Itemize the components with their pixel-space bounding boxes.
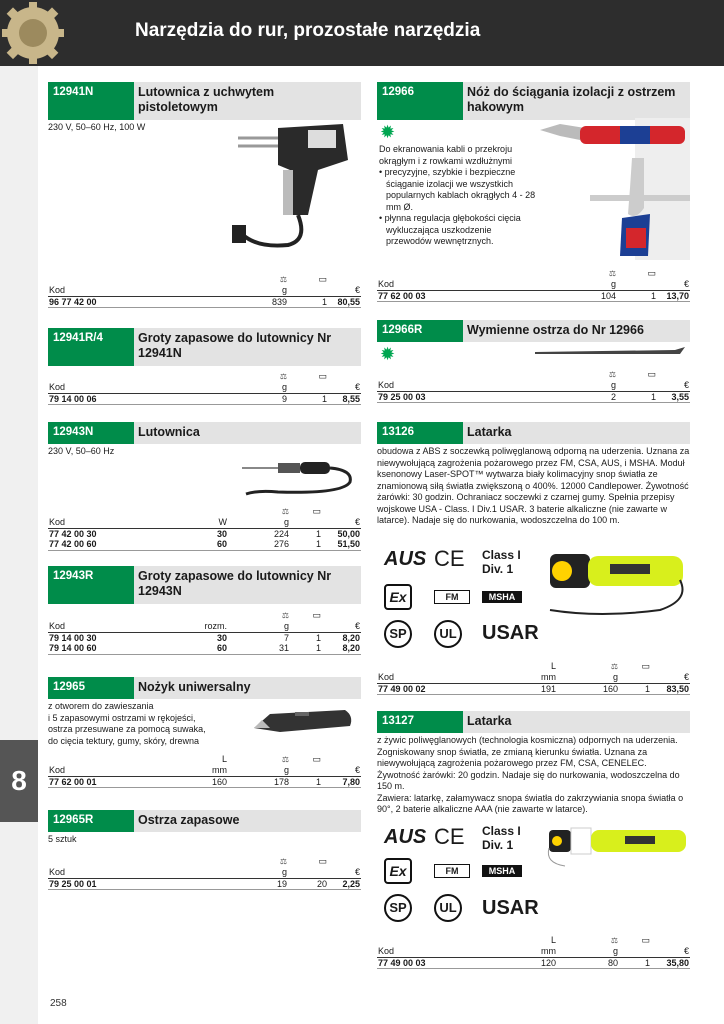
- product-desc: z otworem do zawieszania i 5 zapasowymi ostrzami w rękojeści, ostrza przesuwane za pomocą suwaka, do cięcia tektury, gumy, skóry, drewna: [48, 701, 206, 746]
- product-code: 12941N: [48, 82, 134, 120]
- stripping-knife-image: [540, 118, 690, 260]
- product-name: Nóż do ściągania izolacji z ostrzem hakowym: [467, 85, 676, 114]
- ul-logo: UL: [434, 620, 462, 648]
- spec-table-12943r: ⚖ ▭ Kod rozm. g € 79 14 00 30 30 7 1 8,20 79 14 00 60 60 31 1 8,20: [49, 609, 360, 654]
- scale-icon: ⚖: [608, 269, 616, 278]
- spec-table-13126: L ⚖ ▭ Kod mm g € 77 49 00 02 191 160 1 83,50: [378, 660, 689, 694]
- product-desc: Do ekranowania kabli o przekroju okrągłym i z rowkami wzdłużnymi • precyzyjne, szybkie i bezpieczne ściąganie izolacji we wszystkich popularnych kablach okrągłych 4 - 28 mm Ø. • płynna regulacja głębokości cięcia wykluczająca uszkodzenie przewodów wewnętrznych.: [379, 142, 539, 248]
- gear-logo-icon: [2, 2, 64, 64]
- starburst-icon: ✹: [380, 122, 396, 142]
- ce-logo: CE: [434, 546, 465, 571]
- replacement-blade-image: [535, 344, 685, 358]
- page-number: 258: [50, 998, 67, 1009]
- scale-icon: ⚖: [279, 275, 287, 284]
- scale-icon: ⚖: [281, 611, 289, 620]
- product-name: Lutownica z uchwytem pistoletowym: [138, 85, 275, 114]
- box-icon: ▭: [312, 753, 321, 764]
- product-name: Ostrza zapasowe: [138, 813, 240, 827]
- box-icon: ▭: [312, 505, 321, 516]
- box-icon: ▭: [641, 934, 650, 945]
- product-card-12966r: [377, 320, 690, 342]
- product-desc: 230 V, 50–60 Hz, 100 W: [48, 122, 146, 132]
- spec-table-12965r: ⚖ ▭ Kod g € 79 25 00 01 19 20 2,25: [49, 855, 360, 889]
- scale-icon: ⚖: [281, 507, 289, 516]
- box-icon: ▭: [318, 273, 327, 284]
- div-label: Div. 1: [482, 562, 514, 576]
- product-card-12943r: [48, 566, 361, 604]
- box-icon: ▭: [647, 368, 656, 379]
- msha-logo: MSHA: [482, 865, 522, 877]
- usar-logo: USAR: [482, 897, 539, 919]
- box-icon: ▭: [318, 855, 327, 866]
- starburst-icon: ✹: [380, 344, 396, 364]
- utility-knife-image: [250, 702, 358, 738]
- atex-logo: Ex: [384, 858, 412, 884]
- scale-icon: ⚖: [279, 372, 287, 381]
- product-name: Nożyk uniwersalny: [138, 680, 251, 694]
- usar-logo: USAR: [482, 622, 539, 644]
- scale-icon: ⚖: [610, 936, 618, 945]
- ul-logo: UL: [434, 894, 462, 922]
- page-title: Narzędzia do rur, prozostałe narzędzia: [135, 20, 481, 41]
- atex-logo: Ex: [384, 584, 412, 610]
- spec-table-13127: L ⚖ ▭ Kod mm g € 77 49 00 03 120 80 1 35,80: [378, 934, 689, 968]
- product-desc: obudowa z ABS z soczewką poliwęglanową odporną na uderzenia. Uznana za niewywołującą zagrożenia pożarowego przez FM, CSA, AUS, i MSHA. Moduł ksenonowy Laser-SPOT™ wytwarza biały kolimacyjny snop światła ze znamionową siłą światła zwiększoną o 400%. 12000 Candlepower. Żywotność żarówki: 30 godzin. Ochraniacz soczewki z czarnej gumy. Spełnia przepisy wojskowe USA - Class. I Div.1 USAR. 3 baterie alkaliczne (nie zawarte w latarce). Nadaje się do nurkowania, wodoszczelna do 100 m.: [377, 446, 690, 525]
- section-tab: 8: [0, 740, 38, 822]
- class-label: Class I: [482, 824, 521, 838]
- ce-logo: CE: [434, 824, 465, 849]
- product-card-12941r4: [48, 328, 361, 366]
- fm-logo: FM: [434, 864, 470, 878]
- spec-table-12941n: ⚖ ▭ Kod g € 96 77 42 00 839 1 80,55: [49, 273, 360, 307]
- product-code: 12941R/4: [48, 328, 134, 366]
- product-name: Latarka: [467, 425, 512, 439]
- product-code: 12943N: [48, 422, 134, 444]
- product-name: Lutownica: [138, 425, 200, 439]
- aus-logo: AUS: [384, 548, 427, 570]
- scale-icon: ⚖: [281, 755, 289, 764]
- product-code: 12965: [48, 677, 134, 699]
- scale-icon: ⚖: [608, 370, 616, 379]
- spec-table-12941r4: ⚖ ▭ Kod g € 79 14 00 06 9 1 8,55: [49, 370, 360, 404]
- product-card-13126: [377, 422, 690, 527]
- flashlight-image-13127: [545, 818, 690, 868]
- left-margin-strip: [0, 0, 38, 1024]
- product-name: Groty zapasowe do lutownicy Nr 12943N: [138, 569, 332, 598]
- scale-icon: ⚖: [610, 662, 618, 671]
- box-icon: ▭: [641, 660, 650, 671]
- product-name: Wymienne ostrza do Nr 12966: [467, 323, 644, 337]
- csa-logo: SP: [384, 620, 412, 648]
- spec-table-12943n: ⚖ ▭ Kod W g € 77 42 00 30 30 224 1 50,00 77 42 00 60 60 276 1 51,50: [49, 505, 360, 550]
- box-icon: ▭: [312, 609, 321, 620]
- flashlight-image-13126: [540, 540, 690, 620]
- fm-logo: FM: [434, 590, 470, 604]
- product-desc: 5 sztuk: [48, 834, 77, 844]
- product-desc: z żywic poliwęglanowych (technologia kosmiczna) odpornych na uderzenia. Zogniskowany snop światła, ze zmianą kierunku światła. Uznana za niewywołującą zagrożenia pożarowego przez FM, CSA, CENELEC. Żywotność żarówki: 20 godzin. Nadaje się do nurkowania, wodoszczelna do 150 m. Zawiera: latarkę, załamywacz snopa światła do zakrzywiania snopa światła o 90°, 2 baterie alkaliczne AAA (nie zawarte w latarce).: [377, 735, 684, 814]
- product-code: 13126: [377, 422, 463, 444]
- product-code: 12966: [377, 82, 463, 120]
- csa-logo: SP: [384, 894, 412, 922]
- spec-table-12965: L ⚖ ▭ Kod mm g € 77 62 00 01 160 178 1 7,80: [49, 753, 360, 787]
- product-name: Groty zapasowe do lutownicy Nr 12941N: [138, 331, 332, 360]
- soldering-iron-image: [238, 448, 358, 498]
- div-label: Div. 1: [482, 838, 514, 852]
- box-icon: ▭: [318, 370, 327, 381]
- scale-icon: ⚖: [279, 857, 287, 866]
- aus-logo: AUS: [384, 826, 427, 848]
- product-code: 12965R: [48, 810, 134, 832]
- spec-table-12966r: ⚖ ▭ Kod g € 79 25 00 03 2 1 3,55: [378, 368, 689, 402]
- product-code: 13127: [377, 711, 463, 733]
- product-desc: 230 V, 50–60 Hz: [48, 446, 115, 456]
- msha-logo: MSHA: [482, 591, 522, 603]
- product-name: Latarka: [467, 714, 512, 728]
- product-header: [48, 82, 361, 120]
- product-code: 12966R: [377, 320, 463, 342]
- spec-table-12966: ⚖ ▭ Kod g € 77 62 00 03 104 1 13,70: [378, 267, 689, 301]
- page-header: [0, 0, 724, 66]
- soldering-gun-image: [228, 120, 358, 260]
- box-icon: ▭: [647, 267, 656, 278]
- class-label: Class I: [482, 548, 521, 562]
- product-code: 12943R: [48, 566, 134, 604]
- product-card-12965r: [48, 810, 361, 846]
- product-card-12966: [377, 82, 690, 120]
- product-card-13127: [377, 711, 690, 816]
